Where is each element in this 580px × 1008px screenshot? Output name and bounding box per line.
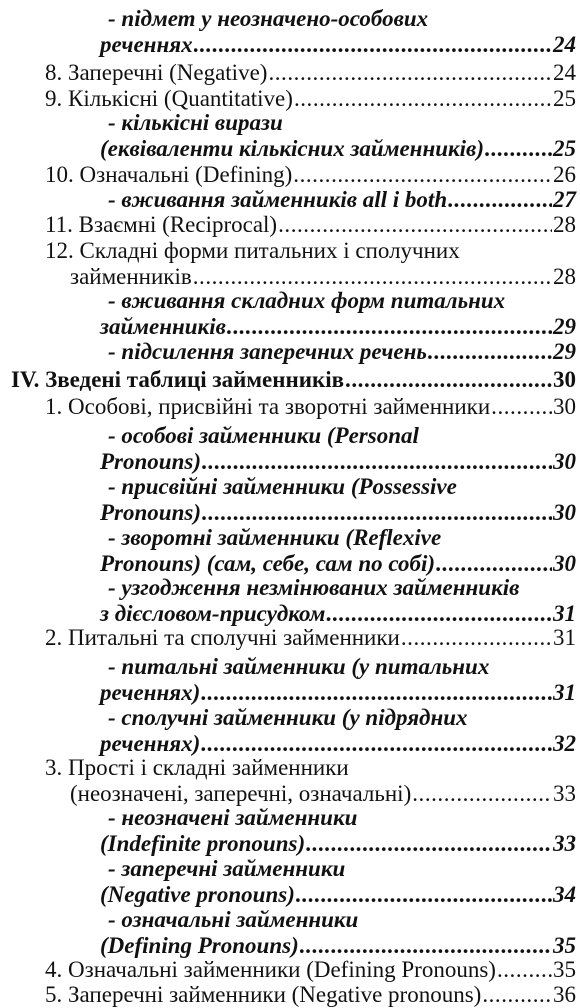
dot-leader (412, 781, 552, 807)
dot-leader (300, 933, 552, 959)
page-number: 30 (553, 499, 576, 525)
toc-entry-title: (Negative pronouns) (100, 881, 295, 907)
toc-entry-line (108, 110, 283, 136)
toc-entry-line (45, 957, 576, 983)
toc-entry-line (108, 654, 489, 680)
dot-leader (448, 187, 552, 213)
dot-leader (193, 264, 552, 290)
toc-entry-title: 3. Прості і складні займенники (45, 755, 349, 780)
toc-entry-line (108, 525, 441, 551)
toc-entry-line (45, 394, 576, 420)
toc-entry-title: займенників (100, 313, 226, 339)
dot-leader (202, 449, 552, 475)
page-number: 31 (553, 679, 576, 705)
page-number: 25 (553, 86, 576, 111)
toc-entry-line (100, 500, 576, 526)
page-number: 25 (553, 135, 576, 161)
page-number: 24 (553, 31, 576, 57)
toc-entry-title: 8. Заперечні (Negative) (45, 60, 268, 85)
page-number: 28 (553, 263, 576, 289)
toc-entry-title: 9. Кількісні (Quantitative) (45, 86, 293, 111)
dot-leader (293, 162, 552, 188)
toc-entry-line (108, 6, 428, 32)
toc-entry-line (108, 187, 576, 213)
toc-entry-line (108, 474, 457, 500)
dot-leader (491, 394, 552, 420)
toc-entry-line (100, 831, 576, 857)
toc-entry-title: Pronouns) (сам, себе, сам по собі) (100, 550, 436, 576)
page-number: 30 (553, 448, 576, 474)
dot-leader (201, 680, 552, 706)
dot-leader (227, 314, 552, 340)
toc-entry-line (108, 339, 576, 365)
toc-entry-line (100, 933, 576, 959)
dot-leader (194, 32, 552, 58)
dot-leader (201, 731, 552, 757)
page-number: 35 (553, 957, 576, 982)
toc-entry-line (108, 288, 505, 314)
toc-entry-title: - вживання займенників all і both (108, 187, 448, 212)
toc-entry-title: - підмет у неозначено-особових (108, 6, 429, 31)
dot-leader (306, 831, 552, 857)
toc-entry-title: 1. Особові, присвійні та зворотні займенники (45, 394, 491, 419)
toc-entry-title: 4. Означальні займенники (Defining Pronouns) (45, 957, 496, 982)
toc-entry-title: реченнях) (100, 730, 201, 756)
page-number: 30 (553, 367, 576, 392)
page-number: 34 (553, 881, 576, 907)
dot-leader (485, 136, 552, 162)
toc-entry-line (100, 731, 576, 757)
toc-entry-title: 10. Означальні (Defining) (45, 162, 293, 187)
toc-entry-title: (Indefinite pronouns) (100, 830, 306, 856)
toc-entry-line (108, 907, 358, 933)
toc-entry-line (108, 705, 468, 731)
page-number: 27 (553, 187, 576, 212)
toc-entry-title: реченнях) (100, 679, 201, 705)
dot-leader (428, 339, 552, 365)
toc-entry-line (108, 856, 345, 882)
toc-entry-line (45, 86, 576, 112)
toc-entry-title: - підсилення заперечних речень (108, 339, 427, 364)
page-number: 32 (553, 730, 576, 756)
toc-entry-title: - зворотні займенники (Reflexive (108, 525, 442, 550)
toc-entry-line (45, 238, 460, 264)
toc-entry-line (45, 60, 576, 86)
toc-entry-title: Pronouns) (100, 448, 201, 474)
toc-entry-line (100, 32, 576, 58)
dot-leader (401, 625, 552, 651)
page-number: 26 (553, 162, 576, 187)
toc-entry-line (70, 781, 576, 807)
dot-leader (278, 212, 552, 238)
page-number: 30 (553, 550, 576, 576)
toc-entry-title: - вживання складних форм питальних (108, 288, 506, 313)
toc-entry-title: - означальні займенники (108, 907, 359, 932)
dot-leader (482, 982, 552, 1008)
toc-entry-title: - неозначені займенники (108, 805, 358, 830)
page-number: 30 (553, 394, 576, 419)
toc-entry-title: IV. Зведені таблиці займенників (11, 367, 345, 392)
toc-entry-title: 5. Заперечні займенники (Negative pronouns) (45, 982, 482, 1007)
toc-entry-title: з дієсловом-присудком (100, 600, 326, 626)
toc-entry-line (100, 601, 576, 627)
toc-entry-line (100, 136, 576, 162)
toc-entry-title: - заперечні займенники (108, 856, 346, 881)
dot-leader (436, 551, 552, 577)
toc-entry-title: займенників (70, 263, 192, 289)
toc-entry-title: 12. Складні форми питальних і сполучних (45, 238, 460, 263)
page-number: 31 (553, 600, 576, 626)
toc-entry-title: Pronouns) (100, 499, 201, 525)
page-number: 36 (553, 982, 576, 1007)
toc-entry-title: - присвійні займенники (Possessive (108, 474, 457, 499)
page-number: 35 (553, 932, 576, 958)
toc-entry-line (45, 982, 576, 1008)
toc-entry-line (70, 264, 576, 290)
dot-leader (296, 882, 552, 908)
dot-leader (268, 60, 552, 86)
toc-entry-title: 2. Питальні та сполучні займенники (45, 625, 400, 650)
page-number: 29 (553, 313, 576, 339)
dot-leader (345, 367, 552, 393)
toc-entry-title: - сполучні займенники (у підрядних (108, 705, 468, 730)
toc-entry-line (100, 449, 576, 475)
toc-entry-title: (неозначені, заперечні, означальні) (70, 780, 412, 806)
toc-entry-line (11, 367, 576, 393)
page-number: 33 (553, 830, 576, 856)
page-number: 31 (553, 625, 576, 650)
toc-entry-line (45, 212, 576, 238)
toc-entry-line (100, 551, 576, 577)
toc-entry-line (45, 162, 576, 188)
toc-entry-title: 11. Взаємні (Reciprocal) (45, 212, 278, 237)
dot-leader (497, 957, 552, 983)
toc-entry-line (100, 882, 576, 908)
page-number: 24 (553, 60, 576, 85)
toc-entry-line (45, 625, 576, 651)
toc-entry-title: реченнях (100, 31, 193, 57)
toc-entry-title: - особові займенники (Personal (108, 423, 419, 448)
dot-leader (294, 86, 552, 112)
toc-entry-line (100, 680, 576, 706)
dot-leader (202, 500, 552, 526)
toc-entry-line (45, 755, 349, 781)
toc-entry-line (108, 805, 357, 831)
page-number: 28 (553, 212, 576, 237)
dot-leader (326, 601, 552, 627)
toc-entry-title: (Defining Pronouns) (100, 932, 299, 958)
toc-entry-line (100, 314, 576, 340)
toc-entry-title: - кількісні вирази (108, 110, 283, 135)
page-number: 29 (553, 339, 576, 364)
toc-entry-line (108, 575, 519, 601)
toc-entry-title: - узгодження незмінюваних займенників (108, 575, 520, 600)
page-number: 33 (553, 780, 576, 806)
toc-entry-title: (еквіваленти кількісних займенників) (100, 135, 484, 161)
toc-entry-line (108, 423, 419, 449)
toc-entry-title: - питальні займенники (у питальних (108, 654, 490, 679)
